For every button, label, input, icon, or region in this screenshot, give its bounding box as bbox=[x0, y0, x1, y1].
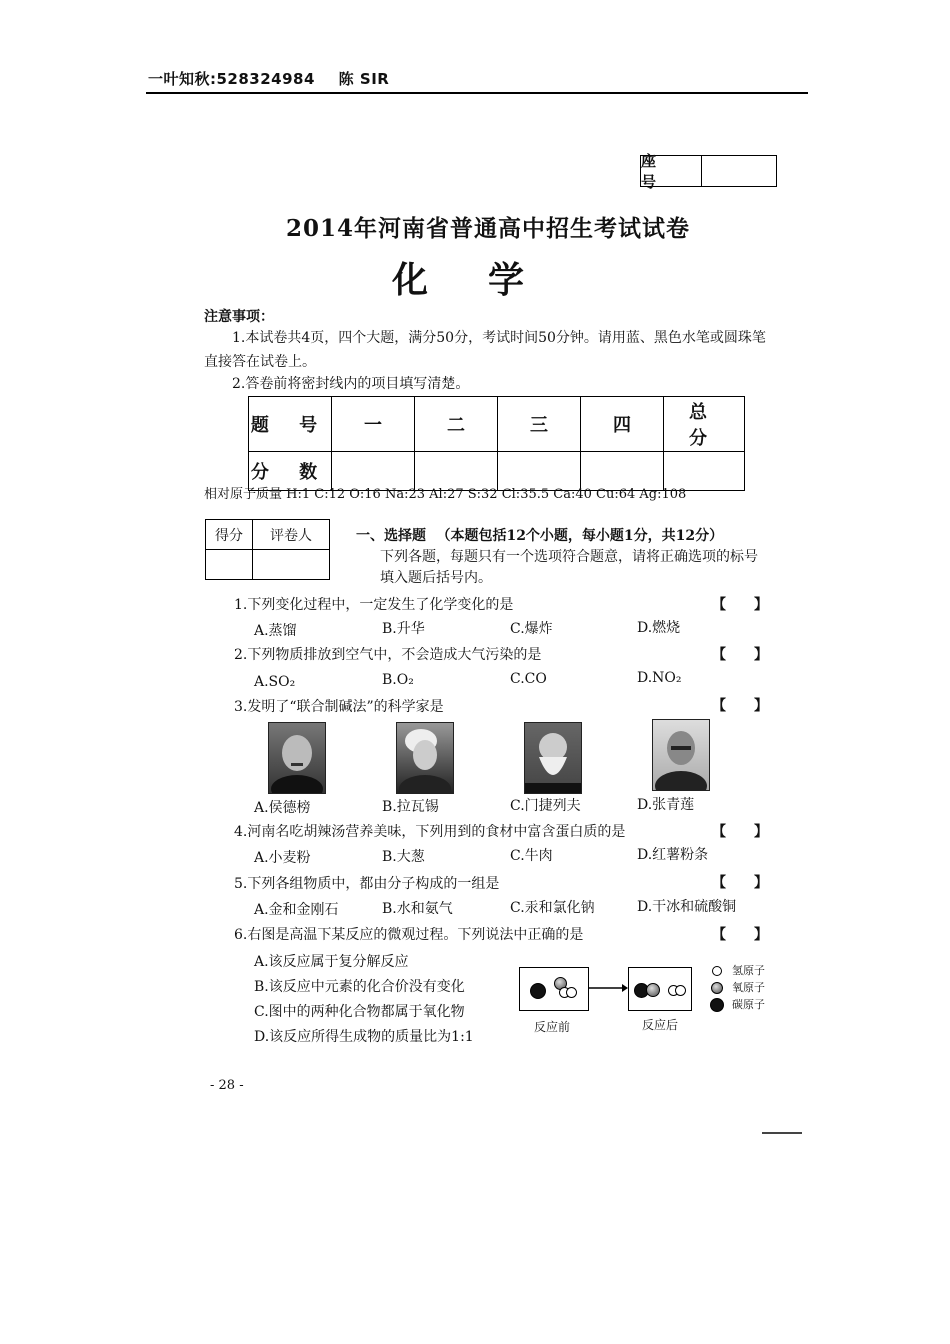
q3-option-b[interactable]: B.拉瓦锡 bbox=[382, 799, 439, 815]
portrait-c-figure bbox=[525, 723, 581, 793]
portrait-a-figure bbox=[269, 723, 325, 793]
diagram-after-box bbox=[628, 967, 692, 1011]
diagram-before-box bbox=[519, 967, 589, 1011]
legend-hydrogen-label: 氢原子 bbox=[732, 964, 765, 977]
page-number: - 28 - bbox=[210, 1078, 244, 1093]
seat-box bbox=[640, 152, 777, 191]
q1-option-c[interactable]: C.爆炸 bbox=[510, 621, 553, 637]
legend-oxygen-icon bbox=[711, 982, 723, 994]
score-cell[interactable] bbox=[581, 452, 664, 491]
hydrogen-atom-icon bbox=[675, 985, 686, 996]
notes-heading: 注意事项： bbox=[204, 309, 274, 325]
portrait-photo-d bbox=[652, 719, 710, 791]
q6-option-b[interactable]: B.该反应中元素的化合价没有变化 bbox=[254, 979, 465, 995]
header-left: 一叶知秋:528324984 bbox=[148, 70, 315, 88]
q5-option-d[interactable]: D.干冰和硫酸铜 bbox=[637, 899, 737, 915]
section1-instr2: 填入题后括号内。 bbox=[380, 570, 492, 586]
q1-option-b[interactable]: B.升华 bbox=[382, 621, 425, 637]
q4-answer-bracket[interactable]: 【 】 bbox=[712, 824, 768, 840]
q5-option-a[interactable]: A.金和金刚石 bbox=[254, 902, 339, 918]
seat-value[interactable] bbox=[702, 156, 776, 186]
q3-option-c[interactable]: C.门捷列夫 bbox=[510, 798, 581, 814]
carbon-atom-icon bbox=[530, 983, 546, 999]
score-header-1: 一 bbox=[332, 397, 415, 452]
q2-option-d[interactable]: D.NO₂ bbox=[637, 670, 682, 686]
score-header-4: 四 bbox=[581, 397, 664, 452]
legend-hydrogen-icon bbox=[712, 966, 722, 976]
header-rule bbox=[146, 92, 808, 94]
score-table bbox=[248, 396, 745, 491]
grader-reviewer-cell[interactable] bbox=[253, 550, 330, 580]
q4-stem: 4.河南名吃胡辣汤营养美味，下列用到的食材中富含蛋白质的是 bbox=[234, 824, 626, 840]
score-header-total: 总 分 bbox=[664, 397, 745, 452]
portrait-photo-b bbox=[396, 722, 454, 794]
reaction-arrow-icon bbox=[588, 982, 628, 994]
portrait-photo-a bbox=[268, 722, 326, 794]
score-cell[interactable] bbox=[664, 452, 745, 491]
q4-option-c[interactable]: C.牛肉 bbox=[510, 848, 553, 864]
seat-label: 座 号 bbox=[641, 156, 702, 186]
score-header-3: 三 bbox=[498, 397, 581, 452]
notes-line2: 2.答卷前将密封线内的项目填写清楚。 bbox=[232, 376, 470, 392]
notes-line1b: 直接答在试卷上。 bbox=[204, 354, 316, 370]
score-row-label: 分 数 bbox=[249, 452, 332, 491]
grader-score-cell[interactable] bbox=[206, 550, 253, 580]
score-header-2: 二 bbox=[415, 397, 498, 452]
portrait-d-figure bbox=[653, 720, 709, 790]
q2-option-b[interactable]: B.O₂ bbox=[382, 672, 414, 688]
q6-option-c[interactable]: C.图中的两种化合物都属于氧化物 bbox=[254, 1004, 465, 1020]
atomic-mass: 相对原子质量 H:1 C:12 O:16 Na:23 Al:27 S:32 Cl:35.5 Ca:40 Cu:64 Ag:108 bbox=[204, 487, 687, 502]
q5-option-c[interactable]: C.汞和氯化钠 bbox=[510, 900, 595, 916]
notes-line1: 1.本试卷共4页，四个大题，满分50分，考试时间50分钟。请用蓝、黑色水笔或圆珠笔 bbox=[232, 330, 766, 346]
score-cell[interactable] bbox=[415, 452, 498, 491]
portrait-photo-c bbox=[524, 722, 582, 794]
grader-reviewer-label: 评卷人 bbox=[253, 520, 330, 550]
q1-stem: 1.下列变化过程中，一定发生了化学变化的是 bbox=[234, 597, 514, 613]
hydrogen-atom-icon bbox=[566, 987, 577, 998]
grader-score-label: 得分 bbox=[206, 520, 253, 550]
q2-stem: 2.下列物质排放到空气中，不会造成大气污染的是 bbox=[234, 647, 542, 663]
oxygen-atom-icon bbox=[646, 983, 660, 997]
q6-answer-bracket[interactable]: 【 】 bbox=[712, 927, 768, 943]
q4-option-b[interactable]: B.大葱 bbox=[382, 849, 425, 865]
q2-option-a[interactable]: A.SO₂ bbox=[254, 674, 296, 690]
q5-stem: 5.下列各组物质中，都由分子构成的一组是 bbox=[234, 876, 500, 892]
score-header-label: 题 号 bbox=[249, 397, 332, 452]
q6-option-a[interactable]: A.该反应属于复分解反应 bbox=[254, 954, 409, 970]
portrait-b-figure bbox=[397, 723, 453, 793]
score-cell[interactable] bbox=[332, 452, 415, 491]
header-right: 陈 SIR bbox=[338, 70, 390, 88]
legend-carbon-icon bbox=[710, 998, 724, 1012]
q3-option-d[interactable]: D.张青莲 bbox=[637, 797, 695, 813]
diagram-before-label: 反应前 bbox=[534, 1020, 571, 1034]
legend-carbon-label: 碳原子 bbox=[732, 998, 765, 1011]
q3-stem: 3.发明了“联合制碱法”的科学家是 bbox=[234, 699, 444, 715]
q1-option-d[interactable]: D.燃烧 bbox=[637, 620, 681, 636]
page-header bbox=[148, 68, 389, 89]
q5-answer-bracket[interactable]: 【 】 bbox=[712, 875, 768, 891]
exam-title: 2014年河南省普通高中招生考试试卷 bbox=[285, 215, 690, 242]
section1-info: （本题包括12个小题，每小题1分，共12分） bbox=[436, 528, 724, 544]
q4-option-a[interactable]: A.小麦粉 bbox=[254, 850, 311, 866]
section1-heading bbox=[356, 527, 723, 545]
legend-oxygen-label: 氧原子 bbox=[732, 981, 765, 994]
q4-option-d[interactable]: D.红薯粉条 bbox=[637, 847, 709, 863]
section1-instr1: 下列各题，每题只有一个选项符合题意，请将正确选项的标号 bbox=[380, 549, 758, 565]
subject-title: 化学 bbox=[391, 259, 584, 301]
q1-option-a[interactable]: A.蒸馏 bbox=[254, 623, 297, 639]
score-cell[interactable] bbox=[498, 452, 581, 491]
q2-option-c[interactable]: C.CO bbox=[510, 671, 547, 687]
grader-table bbox=[205, 519, 330, 580]
q6-option-d[interactable]: D.该反应所得生成物的质量比为1:1 bbox=[254, 1029, 474, 1045]
q2-answer-bracket[interactable]: 【 】 bbox=[712, 647, 768, 663]
q5-option-b[interactable]: B.水和氨气 bbox=[382, 901, 453, 917]
diagram-after-label: 反应后 bbox=[642, 1018, 679, 1032]
scan-mark bbox=[762, 1132, 802, 1134]
q1-answer-bracket[interactable]: 【 】 bbox=[712, 597, 768, 613]
q3-answer-bracket[interactable]: 【 】 bbox=[712, 698, 768, 714]
q6-stem: 6.右图是高温下某反应的微观过程。下列说法中正确的是 bbox=[234, 927, 584, 943]
q3-option-a[interactable]: A.侯德榜 bbox=[254, 800, 311, 816]
section1-title: 一、选择题 bbox=[356, 528, 426, 544]
